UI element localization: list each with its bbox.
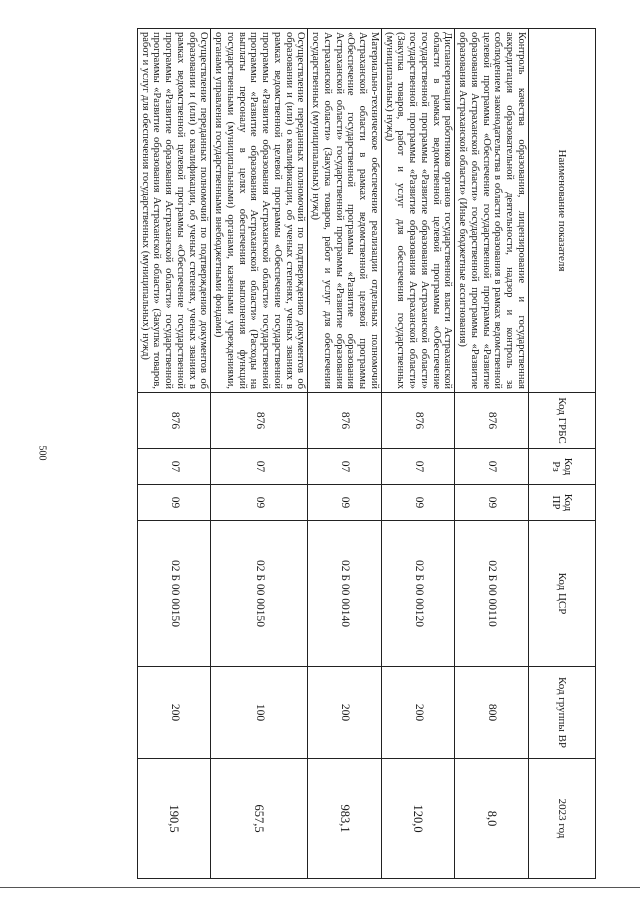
row-amount: 190,5 [138,759,212,879]
table-row [138,29,212,879]
header-grbs: Код ГРБС [529,393,596,449]
row-grbs: 876 [308,393,382,449]
bottom-rule [0,887,640,888]
row-amount: 657,5 [211,759,308,879]
row-grbs: 876 [382,393,456,449]
row-rz: 07 [382,449,456,485]
row-name: Контроль качества образования, лицензирование и государственная аккредитация образовательной деятельности, надзор и контроль за соблюдением законодательства в области образования в рамках ведомственной целевой программы «Обеспечение государственной программы «Развитие образования Астраханской области» государственной программы «Развитие образования Астраханской области» (Иные бюджетные ассигнования) [455,29,529,393]
row-rz: 07 [138,449,212,485]
row-vr: 100 [211,667,308,759]
row-grbs: 876 [211,393,308,449]
row-csr: 02 Б 00 00150 [211,521,308,667]
table-row [455,29,529,879]
header-year: 2023 год [529,759,596,879]
row-amount: 983,1 [308,759,382,879]
row-csr: 02 Б 00 00120 [382,521,456,667]
row-pr: 09 [138,485,212,521]
row-rz: 07 [211,449,308,485]
row-name: Осуществление переданных полномочий по подтверждению документов об образовании и (или) о квалификации, об ученых степенях, ученых званиях в рамках ведомственной целевой программы «Обеспечение государственной программы «Развитие образования Астраханской области» государственной программы «Развитие образования Астраханской области» (Расходы на выплаты персоналу в целях обеспечения выполнения функций государственными (муниципальными) органами, казенными учреждениями, органами управления государственными внебюджетными фондами) [211,29,308,393]
row-amount: 8,0 [455,759,529,879]
row-pr: 09 [455,485,529,521]
row-pr: 09 [211,485,308,521]
header-rz: Код Рз [529,449,596,485]
table-row [382,29,456,879]
row-rz: 07 [308,449,382,485]
row-grbs: 876 [455,393,529,449]
row-grbs: 876 [138,393,212,449]
page-number: 500 [36,445,48,461]
table-row [308,29,382,879]
table-header-row [529,29,596,879]
row-csr: 02 Б 00 00110 [455,521,529,667]
row-vr: 800 [455,667,529,759]
row-name: Диспансеризация работников органов государственной власти Астраханской области в рамках ведомственной целевой программы «Обеспечение государственной программы «Развитие образования Астраханской области» государственной программы «Развитие образования Астраханской области» (Закупка товаров, работ и услуг для обеспечения государственных (муниципальных) нужд) [382,29,456,393]
row-name: Материально-техническое обеспечение реализации отдельных полномочий Астраханской области в рамках ведомственной целевой программы «Обеспечение государственной программы «Развитие образования Астраханской области» государственной программы «Развитие образования Астраханской области» (Закупка товаров, работ и услуг для обеспечения государственных (муниципальных) нужд) [308,29,382,393]
row-vr: 200 [382,667,456,759]
row-name: Осуществление переданных полномочий по подтверждению документов об образовании и (или) о квалификации, об ученых степенях, ученых званиях в рамках ведомственной целевой программы «Обеспечение государственной программы «Развитие образования Астраханской области» государственной программы «Развитие образования Астраханской области» (Закупка товаров, работ и услуг для обеспечения государственных (муниципальных) нужд) [138,29,212,393]
header-pr: Код ПР [529,485,596,521]
row-pr: 09 [308,485,382,521]
budget-table [137,28,596,879]
row-vr: 200 [308,667,382,759]
header-csr: Код ЦСР [529,521,596,667]
row-csr: 02 Б 00 00140 [308,521,382,667]
row-vr: 200 [138,667,212,759]
row-pr: 09 [382,485,456,521]
row-amount: 120,0 [382,759,456,879]
rotated-table-container [139,28,596,878]
table-row [211,29,308,879]
row-rz: 07 [455,449,529,485]
header-vr: Код группы ВР [529,667,596,759]
header-name: Наименование показателя [529,29,596,393]
row-csr: 02 Б 00 00150 [138,521,212,667]
